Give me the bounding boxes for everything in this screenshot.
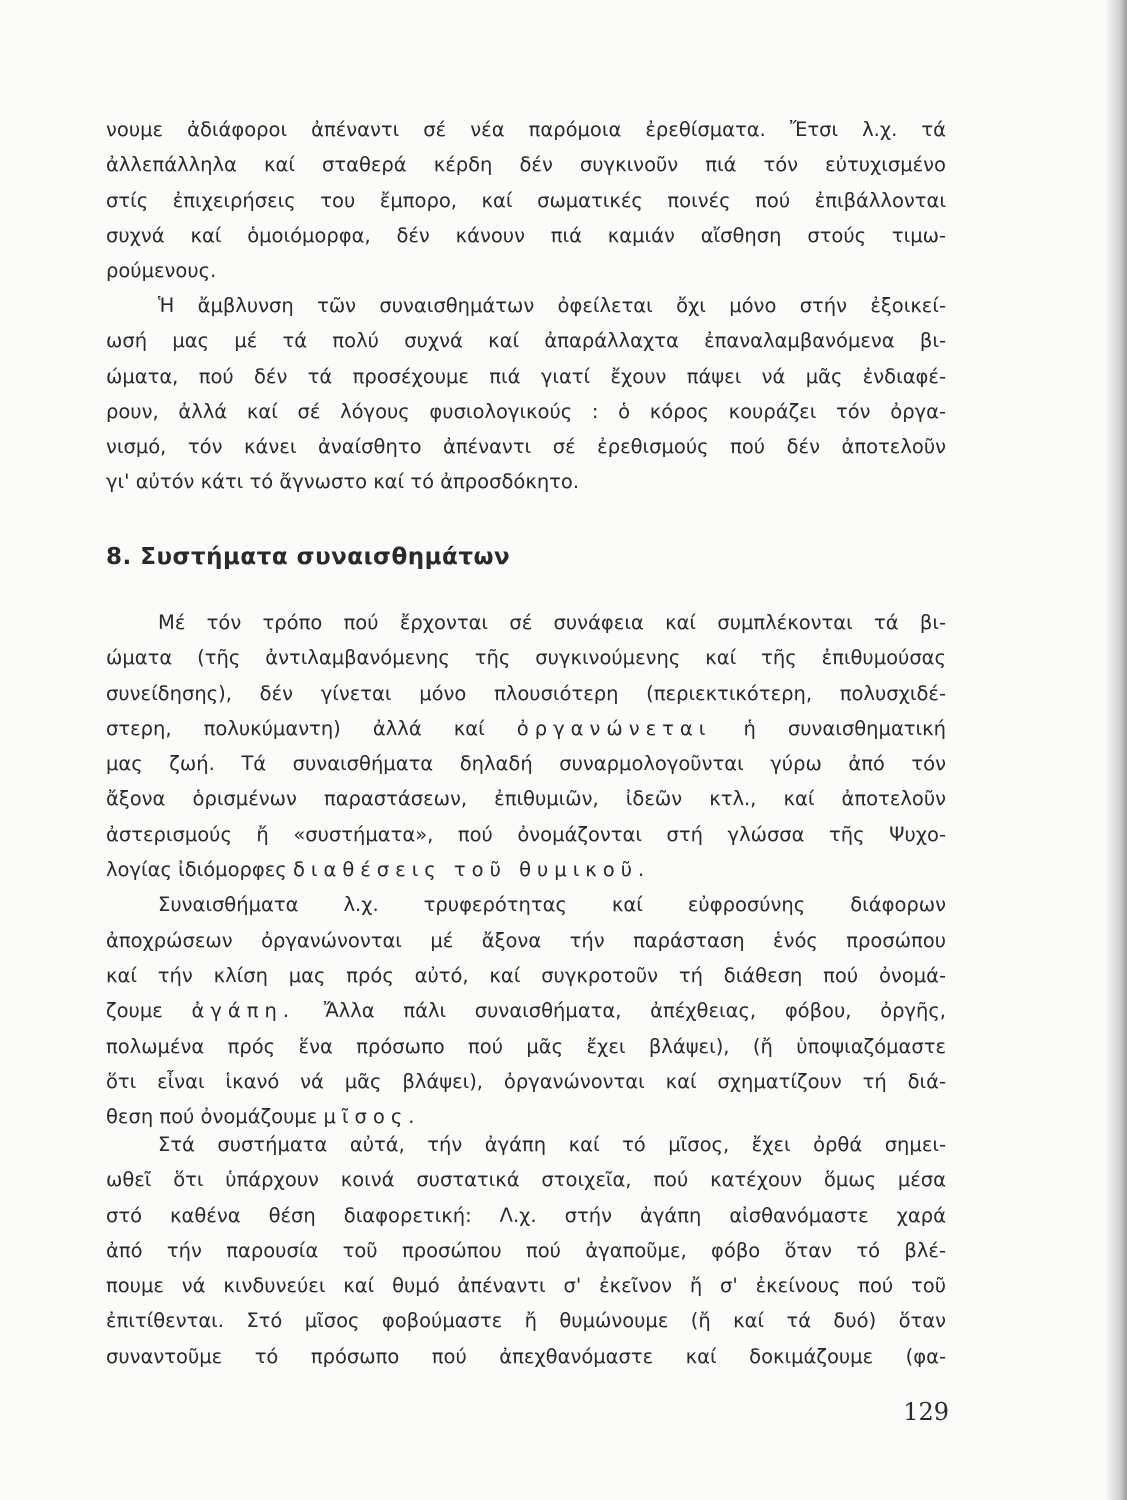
spaced-emphasis: ἀγάπη. xyxy=(191,999,296,1023)
text-line: πολωμένα πρός ἕνα πρόσωπο πού μᾶς ἔχει βλάψει), (ἤ ὑποψιαζόμαστε xyxy=(106,1034,946,1058)
text-line: ἀστερισμούς ἤ «συστήματα», πού ὀνομάζονται στή γλώσσα τῆς Ψυχο- xyxy=(106,822,946,846)
text-line: συχνά καί ὁμοιόμορφα, δέν κάνουν πιά καμιάν αἴσθηση στούς τιμω- xyxy=(106,223,946,247)
text-line: ὅτι εἶναι ἱκανό νά μᾶς βλάψει), ὀργανώνονται καί σχηματίζουν τή διά- xyxy=(106,1069,946,1093)
text-line: νουμε ἀδιάφοροι ἀπέναντι σέ νέα παρόμοια ἐρεθίσματα. Ἔτσι λ.χ. τά xyxy=(106,118,946,141)
text-segment: στερη, πολυκύμαντη) ἀλλά καί xyxy=(106,716,485,740)
spaced-emphasis: ὀργανώνεται xyxy=(516,716,712,740)
text-segment: ἡ συναισθηματική xyxy=(743,716,946,740)
text-line: ρούμενους. xyxy=(106,259,217,283)
paragraph-3 xyxy=(106,605,946,1134)
text-line: Στά συστήματα αὐτά, τήν ἀγάπη καί τό μῖσος, ἔχει ὀρθά σημει- xyxy=(158,1133,946,1156)
text-line: γι' αὐτόν κάτι τό ἄγνωστο καί τό ἀπροσδόκητο. xyxy=(106,470,580,494)
text-line: Μέ τόν τρόπο πού ἔρχονται σέ συνάφεια καί συμπλέκονται τά βι- xyxy=(158,611,946,634)
spaced-emphasis: μῖσος. xyxy=(323,1105,421,1129)
text-line xyxy=(106,711,946,746)
page-number: 129 xyxy=(903,1398,949,1426)
text-segment: ζουμε xyxy=(106,999,163,1023)
paragraph-1 xyxy=(106,112,946,288)
text-line xyxy=(106,993,946,1028)
text-line: ρουν, ἀλλά καί σέ λόγους φυσιολογικούς : ὁ κόρος κουράζει τόν ὀργα- xyxy=(106,399,946,423)
text-segment: θεση πού ὀνομάζουμε xyxy=(106,1105,318,1129)
paragraph-5 xyxy=(106,1127,946,1374)
spaced-emphasis: διαθέσεις τοῦ θυμικοῦ. xyxy=(292,858,651,882)
text-line: συνείδησης), δέν γίνεται μόνο πλουσιότερη (περιεκτικότερη, πολυσχιδέ- xyxy=(106,681,946,705)
text-line: Συναισθήματα λ.χ. τρυφερότητας καί εὐφροσύνης διάφορων xyxy=(158,893,946,917)
text-segment: λογίας ἰδιόμορφες xyxy=(106,858,287,882)
text-line: νισμό, τόν κάνει ἀναίσθητο ἀπέναντι σέ ἐρεθισμούς πού δέν ἀποτελοῦν xyxy=(106,435,946,459)
text-line: ωσή μας μέ τά πολύ συχνά καί ἀπαράλλαχτα ἐπαναλαμβανόμενα βι- xyxy=(106,329,946,353)
paragraph-2 xyxy=(106,288,946,500)
text-line: ωθεῖ ὅτι ὑπάρχουν κοινά συστατικά στοιχεῖα, πού κατέχουν ὅμως μέσα xyxy=(106,1168,946,1192)
text-line: μας ζωή. Τά συναισθήματα δηλαδή συναρμολογοῦνται γύρω ἀπό τόν xyxy=(106,752,946,776)
text-line: ἄξονα ὁρισμένων παραστάσεων, ἐπιθυμιῶν, ἰδεῶν κτλ., καί ἀποτελοῦν xyxy=(106,787,946,811)
text-line: ἀπό τήν παρουσία τοῦ προσώπου πού ἀγαποῦμε, φόβο ὅταν τό βλέ- xyxy=(106,1238,946,1262)
text-line: ώματα, πού δέν τά προσέχουμε πιά γιατί ἔχουν πάψει νά μᾶς ἐνδιαφέ- xyxy=(106,364,946,388)
text-line: στό καθένα θέση διαφορετική: Λ.χ. στήν ἀγάπη αἰσθανόμαστε χαρά xyxy=(106,1203,946,1227)
text-line: καί τήν κλίση μας πρός αὐτό, καί συγκροτοῦν τή διάθεση πού ὀνομά- xyxy=(106,963,946,987)
text-line: Ἡ ἄμβλυνση τῶν συναισθημάτων ὀφείλεται ὄχι μόνο στήν ἐξοικεί- xyxy=(158,294,946,317)
text-line: πουμε νά κινδυνεύει καί θυμό ἀπέναντι σ' ἐκεῖνον ἤ σ' ἐκείνους πού τοῦ xyxy=(106,1274,946,1298)
section-heading: 8. Συστήματα συναισθημάτων xyxy=(106,544,511,570)
text-line: ἐπιτίθενται. Στό μῖσος φοβούμαστε ἤ θυμώνουμε (ἤ καί τά δυό) ὅταν xyxy=(106,1309,946,1333)
text-segment: Ἄλλα πάλι συναισθήματα, ἀπέχθειας, φόβου, ὀργῆς, xyxy=(323,999,946,1023)
scan-shadow-edge xyxy=(1105,0,1127,1500)
text-line: ἀλλεπάλληλα καί σταθερά κέρδη δέν συγκινοῦν πιά τόν εὐτυχισμένο xyxy=(106,153,946,177)
text-line: στίς ἐπιχειρήσεις του ἔμπορο, καί σωματικές ποινές πού ἐπιβάλλονται xyxy=(106,188,946,212)
text-line: ώματα (τῆς ἀντιλαμβανόμενης τῆς συγκινούμενης καί τῆς ἐπιθυμούσας xyxy=(106,646,946,670)
text-line: συναντοῦμε τό πρόσωπο πού ἀπεχθανόμαστε καί δοκιμάζουμε (φα- xyxy=(106,1344,946,1368)
text-line xyxy=(106,852,946,887)
text-line: ἀποχρώσεων ὀργανώνονται μέ ἄξονα τήν παράσταση ἑνός προσώπου xyxy=(106,928,946,952)
